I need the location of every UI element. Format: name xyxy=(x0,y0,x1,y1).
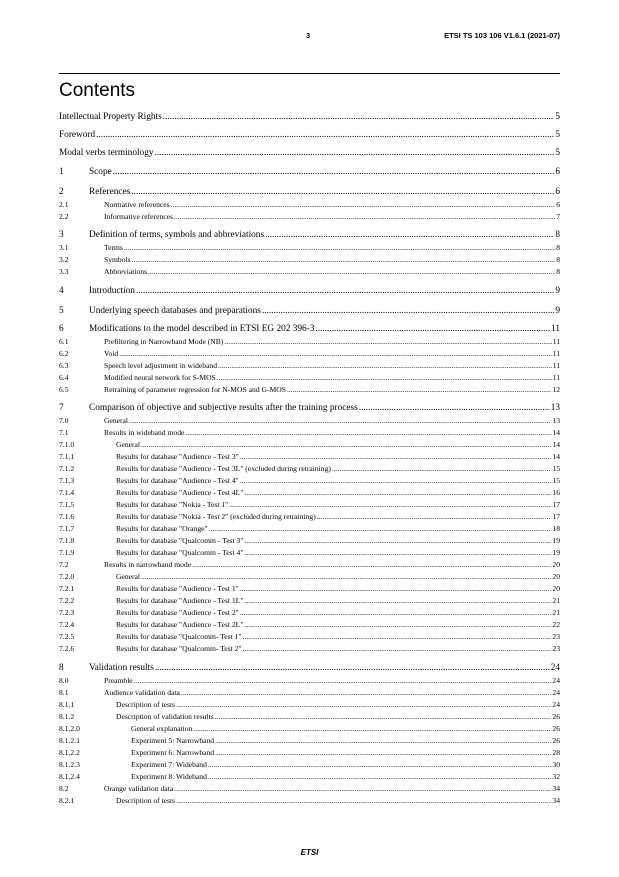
footer-etsi: ETSI xyxy=(300,848,319,857)
toc-leader-dots xyxy=(209,525,552,533)
toc-entry-page: 24 xyxy=(552,688,560,697)
toc-entry-page: 15 xyxy=(552,464,560,473)
toc-entry[interactable] xyxy=(59,773,560,781)
toc-entry[interactable] xyxy=(59,689,560,697)
toc-entry-title: Results for database "Qualcomm- Test 1" xyxy=(116,632,242,641)
toc-entry-page: 8 xyxy=(556,243,560,252)
toc-leader-dots xyxy=(317,513,552,521)
toc-entry-number: 8.1.2.1 xyxy=(59,736,80,745)
toc-entry-title: Experiment 7: Wideband xyxy=(131,760,207,769)
toc-entry-title: Intellectual Property Rights xyxy=(59,112,162,122)
toc-entry[interactable] xyxy=(59,573,560,581)
toc-entry[interactable] xyxy=(59,201,560,209)
toc-entry[interactable] xyxy=(59,213,560,221)
toc-entry-page: 22 xyxy=(552,620,560,629)
document-id: ETSI TS 103 106 V1.6.1 (2021-07) xyxy=(444,31,560,40)
toc-entry-page: 26 xyxy=(552,712,560,721)
toc-entry-number: 8.1.2.3 xyxy=(59,760,80,769)
toc-entry-page: 26 xyxy=(552,724,560,733)
toc-entry[interactable] xyxy=(59,633,560,641)
toc-leader-dots xyxy=(262,307,554,316)
toc-entry-number: 7.1.5 xyxy=(59,500,75,509)
toc-entry-title: Results for database "Audience - Test 1L" xyxy=(116,596,244,605)
toc-entry-page: 17 xyxy=(552,512,560,521)
toc-entry-page: 18 xyxy=(552,524,560,533)
toc-entry-number: 7.1 xyxy=(59,428,69,437)
toc-entry[interactable] xyxy=(59,244,560,252)
toc-entry[interactable] xyxy=(59,677,560,685)
toc-entry-page: 24 xyxy=(552,700,560,709)
toc-leader-dots xyxy=(244,489,551,497)
toc-entry-title: Results for database "Qualcomm - Test 3" xyxy=(116,536,244,545)
toc-entry[interactable] xyxy=(59,338,560,346)
toc-entry-number: 8.1.2.2 xyxy=(59,748,80,757)
toc-entry-title: Comparison of objective and subjective results after the training process xyxy=(89,403,358,413)
page-number: 3 xyxy=(306,31,311,40)
toc-entry-title: Experiment 6: Narrowband xyxy=(131,748,215,757)
toc-entry[interactable] xyxy=(59,404,560,413)
toc-entry-title: Underlying speech databases and preparations xyxy=(89,306,261,316)
toc-entry-number: 2.2 xyxy=(59,212,69,221)
toc-entry-page: 8 xyxy=(556,267,560,276)
toc-leader-dots xyxy=(192,561,551,569)
toc-entry-page: 11 xyxy=(552,337,560,346)
toc-entry-number: 6.4 xyxy=(59,373,69,382)
toc-entry-title: Symbols xyxy=(104,255,131,264)
toc-entry-number: 7.1.3 xyxy=(59,476,75,485)
toc-entry-page: 11 xyxy=(551,324,560,334)
toc-leader-dots xyxy=(208,761,552,769)
toc-entry-title: Results for database "Audience - Test 2" xyxy=(116,608,239,617)
toc-entry[interactable] xyxy=(59,325,560,334)
toc-leader-dots xyxy=(244,537,551,545)
toc-entry-title: General xyxy=(116,440,141,449)
toc-entry-page: 23 xyxy=(552,632,560,641)
toc-entry-page: 6 xyxy=(555,167,560,177)
toc-entry-page: 14 xyxy=(552,440,560,449)
toc-entry-page: 8 xyxy=(556,255,560,264)
toc-entry-page: 12 xyxy=(552,385,560,394)
toc-entry-page: 13 xyxy=(552,416,560,425)
toc-entry-number: 7.2.4 xyxy=(59,620,75,629)
toc-entry[interactable] xyxy=(59,386,560,394)
toc-entry-title: Definition of terms, symbols and abbreviations xyxy=(89,230,265,240)
toc-entry-title: Results for database "Audience - Test 1" xyxy=(116,584,239,593)
toc-entry-number: 7.1.6 xyxy=(59,512,75,521)
toc-entry[interactable] xyxy=(59,465,560,473)
toc-entry-title: General xyxy=(104,416,129,425)
toc-entry-title: Results for database "Qualcomm - Test 4" xyxy=(116,548,244,557)
toc-leader-dots xyxy=(136,287,554,296)
toc-entry[interactable] xyxy=(59,597,560,605)
toc-entry-title: Experiment 8: Wideband xyxy=(131,772,207,781)
toc-entry-title: General explanation xyxy=(131,724,193,733)
toc-entry-number: 7.0 xyxy=(59,416,69,425)
toc-entry-page: 24 xyxy=(550,663,560,673)
toc-entry-page: 7 xyxy=(556,212,560,221)
toc-leader-dots xyxy=(217,374,552,382)
toc-entry-title: Modified neural network for S-MOS xyxy=(104,373,216,382)
toc-entry[interactable] xyxy=(59,268,560,276)
toc-entry-page: 19 xyxy=(552,548,560,557)
toc-entry-page: 6 xyxy=(556,200,560,209)
toc-entry-number: 8.0 xyxy=(59,676,69,685)
toc-entry[interactable] xyxy=(59,797,560,805)
toc-entry[interactable] xyxy=(59,307,560,316)
toc-entry-page: 28 xyxy=(552,748,560,757)
toc-entry-number: 2.1 xyxy=(59,200,69,209)
toc-entry-number: 6.5 xyxy=(59,385,69,394)
toc-entry-title: Results in wideband mode xyxy=(104,428,185,437)
toc-entry-title: Description of tests xyxy=(116,700,176,709)
toc-entry-title: Results for database "Audience - Test 2L" xyxy=(116,620,244,629)
toc-entry[interactable] xyxy=(59,417,560,425)
toc-entry-number: 7.2 xyxy=(59,560,69,569)
toc-leader-dots xyxy=(193,725,551,733)
toc-entry-title: Preamble xyxy=(104,676,133,685)
toc-entry[interactable] xyxy=(59,131,560,140)
toc-entry-number: 7.2.0 xyxy=(59,572,75,581)
toc-entry-title: Description of validation results xyxy=(116,712,214,721)
toc-entry-page: 5 xyxy=(555,148,560,158)
toc-entry-number: 8.2 xyxy=(59,784,69,793)
toc-entry-number: 7.2.6 xyxy=(59,644,75,653)
toc-leader-dots xyxy=(148,268,555,276)
toc-leader-dots xyxy=(163,113,555,122)
toc-leader-dots xyxy=(229,501,551,509)
toc-entry-number: 7.1.4 xyxy=(59,488,75,497)
toc-entry[interactable] xyxy=(59,350,560,358)
toc-leader-dots xyxy=(243,645,552,653)
toc-entry-page: 8 xyxy=(555,230,560,240)
toc-entry[interactable] xyxy=(59,525,560,533)
toc-entry[interactable] xyxy=(59,429,560,437)
toc-leader-dots xyxy=(359,404,550,413)
toc-leader-dots xyxy=(141,573,551,581)
toc-leader-dots xyxy=(244,597,551,605)
toc-entry-title: Introduction xyxy=(89,286,135,296)
toc-entry-number: 7.2.2 xyxy=(59,596,75,605)
toc-entry[interactable] xyxy=(59,621,560,629)
toc-leader-dots xyxy=(132,256,556,264)
toc-entry-page: 9 xyxy=(555,286,560,296)
toc-entry-page: 11 xyxy=(552,373,560,382)
toc-entry-title: Modal verbs terminology xyxy=(59,148,154,158)
toc-entry-page: 34 xyxy=(552,796,560,805)
toc-entry-title: Results for database "Nokia - Test 2" (excluded during retraining) xyxy=(116,512,316,521)
toc-entry[interactable] xyxy=(59,168,560,177)
toc-leader-dots xyxy=(134,677,552,685)
toc-entry-number: 3 xyxy=(59,230,64,240)
toc-entry-page: 23 xyxy=(552,644,560,653)
toc-leader-dots xyxy=(176,701,551,709)
toc-entry-page: 34 xyxy=(552,784,560,793)
toc-entry[interactable] xyxy=(59,609,560,617)
toc-leader-dots xyxy=(176,797,551,805)
toc-entry-page: 11 xyxy=(552,361,560,370)
toc-entry-page: 21 xyxy=(552,596,560,605)
toc-entry-number: 4 xyxy=(59,286,64,296)
toc-leader-dots xyxy=(185,429,551,437)
toc-entry-number: 6.1 xyxy=(59,337,69,346)
toc-entry-title: Prefiltering in Narrowband Mode (NB) xyxy=(104,337,224,346)
toc-entry[interactable] xyxy=(59,585,560,593)
toc-entry-number: 8 xyxy=(59,663,64,673)
toc-entry[interactable] xyxy=(59,549,560,557)
toc-entry-number: 7.1.7 xyxy=(59,524,75,533)
toc-entry-title: Normative references xyxy=(104,200,170,209)
toc-entry-number: 7.1.2 xyxy=(59,464,75,473)
toc-entry[interactable] xyxy=(59,231,560,240)
toc-entry-title: References xyxy=(89,187,131,197)
toc-entry[interactable] xyxy=(59,113,560,122)
toc-entry-number: 8.1.2.0 xyxy=(59,724,80,733)
toc-entry[interactable] xyxy=(59,287,560,296)
toc-entry[interactable] xyxy=(59,749,560,757)
toc-leader-dots xyxy=(124,244,555,252)
toc-entry[interactable] xyxy=(59,374,560,382)
toc-leader-dots xyxy=(129,417,551,425)
toc-entry[interactable] xyxy=(59,149,560,158)
toc-entry[interactable] xyxy=(59,713,560,721)
toc-entry[interactable] xyxy=(59,537,560,545)
toc-entry-number: 8.1 xyxy=(59,688,69,697)
toc-leader-dots xyxy=(218,362,552,370)
toc-entry-page: 9 xyxy=(555,306,560,316)
toc-entry-title: Results for database "Qualcomm- Test 2" xyxy=(116,644,242,653)
toc-leader-dots xyxy=(119,350,551,358)
toc-entry[interactable] xyxy=(59,362,560,370)
toc-leader-dots xyxy=(240,477,552,485)
toc-leader-dots xyxy=(265,231,554,240)
toc-entry-title: General xyxy=(116,572,141,581)
toc-entry-title: Validation results xyxy=(89,663,154,673)
toc-entry[interactable] xyxy=(59,489,560,497)
toc-entry[interactable] xyxy=(59,645,560,653)
toc-entry-number: 6.3 xyxy=(59,361,69,370)
toc-entry-number: 2 xyxy=(59,187,64,197)
toc-leader-dots xyxy=(243,633,552,641)
toc-entry-title: Results for database "Audience - Test 4L" xyxy=(116,488,244,497)
toc-entry-number: 7.2.3 xyxy=(59,608,75,617)
toc-entry[interactable] xyxy=(59,441,560,449)
toc-entry-page: 15 xyxy=(552,476,560,485)
toc-entry-number: 7 xyxy=(59,403,64,413)
toc-entry-number: 1 xyxy=(59,167,64,177)
toc-leader-dots xyxy=(240,453,552,461)
toc-entry[interactable] xyxy=(59,477,560,485)
toc-leader-dots xyxy=(240,585,552,593)
toc-entry-page: 16 xyxy=(552,488,560,497)
toc-entry[interactable] xyxy=(59,701,560,709)
toc-entry-title: Description of tests xyxy=(116,796,176,805)
toc-entry-page: 21 xyxy=(552,608,560,617)
toc-leader-dots xyxy=(174,213,555,221)
toc-leader-dots xyxy=(171,201,556,209)
toc-entry-number: 3.3 xyxy=(59,267,69,276)
toc-entry-title: Results in narrowband mode xyxy=(104,560,192,569)
toc-leader-dots xyxy=(215,737,551,745)
toc-entry[interactable] xyxy=(59,513,560,521)
toc-entry-title: Results for database "Audience - Test 3" xyxy=(116,452,239,461)
toc-entry-number: 8.1.2 xyxy=(59,712,75,721)
toc-entry-number: 8.2.1 xyxy=(59,796,75,805)
toc-entry[interactable] xyxy=(59,761,560,769)
toc-leader-dots xyxy=(287,386,551,394)
toc-entry-page: 20 xyxy=(552,572,560,581)
toc-entry[interactable] xyxy=(59,664,560,673)
toc-leader-dots xyxy=(240,609,552,617)
toc-entry-title: Experiment 5: Narrowband xyxy=(131,736,215,745)
toc-entry-number: 8.1.2.4 xyxy=(59,772,80,781)
toc-entry-page: 13 xyxy=(550,403,560,413)
toc-entry-number: 5 xyxy=(59,306,64,316)
toc-entry[interactable] xyxy=(59,453,560,461)
toc-entry-number: 7.2.5 xyxy=(59,632,75,641)
toc-leader-dots xyxy=(332,465,551,473)
toc-entry-number: 6.2 xyxy=(59,349,69,358)
toc-entry-title: Results for database "Orange" xyxy=(116,524,208,533)
toc-leader-dots xyxy=(224,338,551,346)
toc-entry-page: 11 xyxy=(552,349,560,358)
toc-leader-dots xyxy=(96,131,554,140)
toc-leader-dots xyxy=(141,441,551,449)
toc-leader-dots xyxy=(215,749,551,757)
toc-entry-title: Void xyxy=(104,349,119,358)
toc-entry-title: Audience validation data xyxy=(104,688,180,697)
toc-entry-page: 30 xyxy=(552,760,560,769)
toc-leader-dots xyxy=(244,621,551,629)
toc-entry-number: 7.1.0 xyxy=(59,440,75,449)
toc-entry-title: Speech level adjustment in wideband xyxy=(104,361,218,370)
toc-entry-page: 32 xyxy=(552,772,560,781)
toc-entry-number: 7.2.1 xyxy=(59,584,75,593)
toc-entry-page: 20 xyxy=(552,560,560,569)
toc-leader-dots xyxy=(215,713,552,721)
toc-entry[interactable] xyxy=(59,256,560,264)
toc-entry-number: 7.1.9 xyxy=(59,548,75,557)
toc-entry-number: 7.1.8 xyxy=(59,536,75,545)
toc-entry-title: Modifications to the model described in ETSI EG 202 396-3 xyxy=(89,324,315,334)
toc-entry-number: 8.1.1 xyxy=(59,700,75,709)
toc-entry-title: Foreword xyxy=(59,130,96,140)
toc-entry-number: 3.2 xyxy=(59,255,69,264)
toc-entry-page: 14 xyxy=(552,428,560,437)
toc-leader-dots xyxy=(181,689,551,697)
toc-entry-title: Results for database "Audience - Test 4" xyxy=(116,476,239,485)
toc-leader-dots xyxy=(131,188,554,197)
toc-entry[interactable] xyxy=(59,188,560,197)
toc-entry-number: 6 xyxy=(59,324,64,334)
toc-leader-dots xyxy=(244,549,551,557)
toc-leader-dots xyxy=(113,168,555,177)
toc-entry-number: 3.1 xyxy=(59,243,69,252)
toc-leader-dots xyxy=(174,785,551,793)
toc-entry-page: 26 xyxy=(552,736,560,745)
toc-entry-number: 7.1.1 xyxy=(59,452,75,461)
toc-entry-title: Orange validation data xyxy=(104,784,174,793)
toc-entry-title: Retraining of parameter regression for N-MOS and G-MOS xyxy=(104,385,286,394)
toc-leader-dots xyxy=(315,325,550,334)
toc-entry-page: 5 xyxy=(555,112,560,122)
toc-entry[interactable] xyxy=(59,725,560,733)
toc-entry[interactable] xyxy=(59,785,560,793)
toc-leader-dots xyxy=(208,773,552,781)
toc-entry-page: 5 xyxy=(555,130,560,140)
toc-entry-title: Abbreviations xyxy=(104,267,148,276)
toc-entry-title: Terms xyxy=(104,243,123,252)
toc-entry-title: Informative references xyxy=(104,212,173,221)
toc-entry-title: Results for database "Nokia - Test 1" xyxy=(116,500,229,509)
toc-leader-dots xyxy=(155,149,555,158)
toc-entry-title: Results for database "Audience - Test 3L" (excluded during retraining) xyxy=(116,464,331,473)
page-title: Contents xyxy=(59,80,136,101)
toc-leader-dots xyxy=(155,664,550,673)
toc-entry-page: 24 xyxy=(552,676,560,685)
toc-entry[interactable] xyxy=(59,737,560,745)
toc-entry-page: 14 xyxy=(552,452,560,461)
toc-entry-title: Scope xyxy=(89,167,112,177)
toc-entry-page: 20 xyxy=(552,584,560,593)
toc-entry-page: 19 xyxy=(552,536,560,545)
toc-entry-page: 17 xyxy=(552,500,560,509)
toc-entry[interactable] xyxy=(59,561,560,569)
toc-entry-page: 6 xyxy=(555,187,560,197)
toc-entry[interactable] xyxy=(59,501,560,509)
